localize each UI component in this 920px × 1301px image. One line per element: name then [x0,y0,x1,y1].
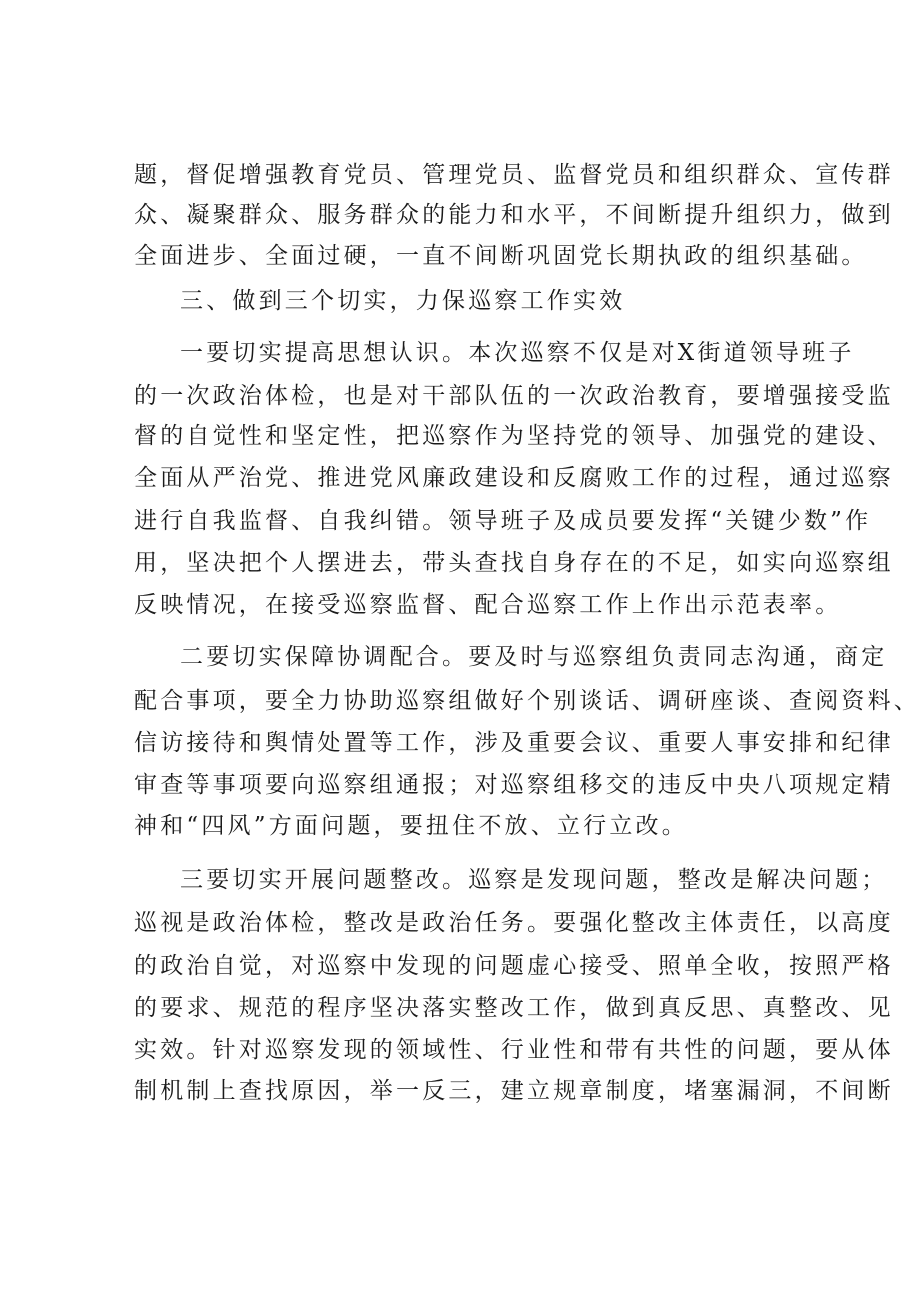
text-line: 实效。针对巡察发现的领域性、行业性和带有共性的问题，要从体 [134,1037,894,1063]
text-line: 的政治自觉，对巡察中发现的问题虚心接受、照单全收，按照严格 [134,953,894,979]
text-line: 全面从严治党、推进党风廉政建设和反腐败工作的过程，通过巡察 [134,465,894,491]
text-line: 题，督促增强教育党员、管理党员、监督党员和组织群众、宣传群 [134,162,894,188]
text-line: 督的自觉性和坚定性，把巡察作为坚持党的领导、加强党的建设、 [134,423,894,449]
text-line: 神和“四风”方面问题，要扭住不放、立行立改。 [134,813,688,839]
text-line: 三要切实开展问题整改。巡察是发现问题，整改是解决问题； [180,867,888,893]
text-line: 审查等事项要向巡察组通报；对巡察组移交的违反中央八项规定精 [134,772,894,798]
text-line: 巡视是政治体检，整改是政治任务。要强化整改主体责任，以高度 [134,910,894,936]
text-line: 众、凝聚群众、服务群众的能力和水平，不间断提升组织力，做到 [134,202,894,228]
text-line: 反映情况，在接受巡察监督、配合巡察工作上作出示范表率。 [134,592,842,618]
text-line: 信访接待和舆情处置等工作，涉及重要会议、重要人事安排和纪律 [134,730,894,756]
text-line: 二要切实保障协调配合。要及时与巡察组负责同志沟通，商定 [180,644,888,670]
text-line: 全面进步、全面过硬，一直不间断巩固党长期执政的组织基础。 [134,243,868,269]
section-heading: 三、做到三个切实，力保巡察工作实效 [180,288,626,314]
text-line: 一要切实提高思想认识。本次巡察不仅是对X街道领导班子 [180,340,855,366]
text-line: 的要求、规范的程序坚决落实整改工作，做到真反思、真整改、见 [134,995,894,1021]
text-line: 进行自我监督、自我纠错。领导班子及成员要发挥“关键少数”作 [134,508,872,534]
text-line: 配合事项，要全力协助巡察组做好个别谈话、调研座谈、查阅资料、 [134,688,920,714]
text-line: 制机制上查找原因，举一反三，建立规章制度，堵塞漏洞，不间断 [134,1078,894,1104]
text-line: 的一次政治体检，也是对干部队伍的一次政治教育，要增强接受监 [134,383,894,409]
text-line: 用，坚决把个人摆进去，带头查找自身存在的不足，如实向巡察组 [134,550,894,576]
